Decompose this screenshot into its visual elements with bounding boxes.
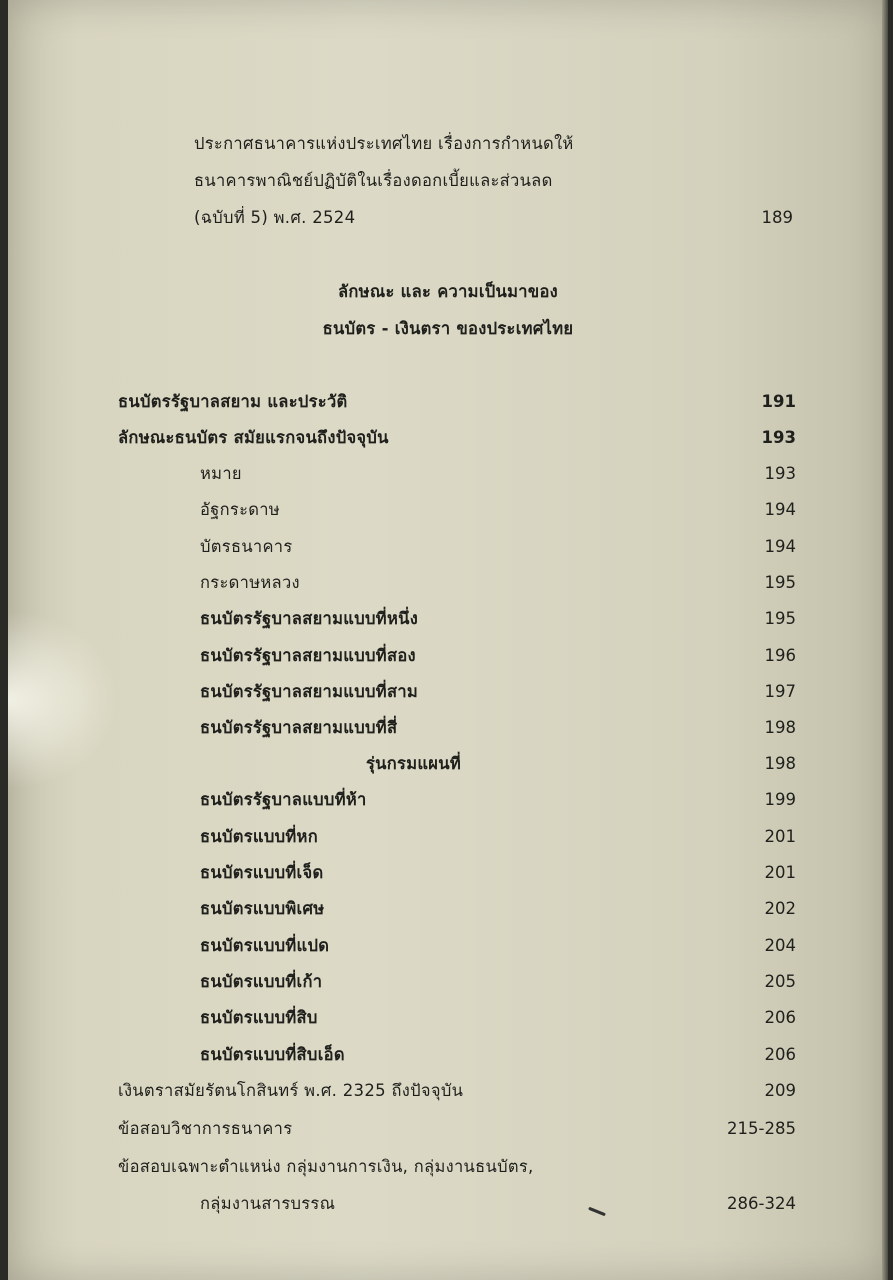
toc-entry-title: ธนบัตรรัฐบาลสยามแบบที่สี่ xyxy=(200,718,398,737)
notice-line-3: (ฉบับที่ 5) พ.ศ. 2524 xyxy=(194,208,356,227)
toc-entry-page: 197 xyxy=(764,682,796,701)
toc-entry-page: 193 xyxy=(764,464,796,483)
toc-entry-page: 198 xyxy=(764,718,796,737)
toc-entry-title: ธนบัตรแบบที่เจ็ด xyxy=(200,863,324,882)
toc-entry-title: เงินตราสมัยรัตนโกสินทร์ พ.ศ. 2325 ถึงปัจจุบัน xyxy=(118,1081,464,1100)
toc-entry-page: 201 xyxy=(764,827,796,846)
toc-entry-title: ธนบัตรรัฐบาลสยามแบบที่สาม xyxy=(200,682,419,701)
toc-entry-page: 206 xyxy=(764,1045,796,1064)
toc-entry-title: ธนบัตรรัฐบาลสยามแบบที่สอง xyxy=(200,646,416,665)
toc-entry-title: กระดาษหลวง xyxy=(200,573,300,592)
toc-entry-page: 196 xyxy=(764,646,796,665)
toc-entry-title: หมาย xyxy=(200,464,242,483)
toc-entry-page: 202 xyxy=(764,899,796,918)
toc-entry-title: รุ่นกรมแผนที่ xyxy=(366,754,462,773)
notice-line-2: ธนาคารพาณิชย์ปฏิบัติในเรื่องดอกเบี้ยและส่วนลด xyxy=(194,171,553,190)
toc-entry-title: ธนบัตรแบบที่เก้า xyxy=(200,972,323,991)
toc-entry-title: ธนบัตรแบบที่สิบเอ็ด xyxy=(200,1045,345,1064)
toc-entry-title: ลักษณะธนบัตร สมัยแรกจนถึงปัจจุบัน xyxy=(118,428,389,447)
toc-entry-title: ธนบัตรรัฐบาลสยามแบบที่หนึ่ง xyxy=(200,609,419,628)
toc-entry-page: 195 xyxy=(764,609,796,628)
toc-entry-page: 201 xyxy=(764,863,796,882)
notice-line-1: ประกาศธนาคารแห่งประเทศไทย เรื่องการกำหนดให้ xyxy=(194,134,574,153)
toc-entry-page: 205 xyxy=(764,972,796,991)
ink-mark xyxy=(588,1207,606,1217)
toc-entry-title: ข้อสอบเฉพาะตำแหน่ง กลุ่มงานการเงิน, กลุ่มงานธนบัตร, xyxy=(118,1157,534,1176)
toc-entry-page: 199 xyxy=(764,790,796,809)
toc-entry-title: ธนบัตรแบบที่แปด xyxy=(200,936,330,955)
toc-entry-page: 286-324 xyxy=(727,1194,796,1213)
page-edge-shadow xyxy=(882,0,888,1280)
toc-entry-page: 191 xyxy=(761,392,796,411)
section-heading-line-2: ธนบัตร - เงินตรา ของประเทศไทย xyxy=(322,319,574,338)
notice-page-number: 189 xyxy=(761,208,793,227)
toc-entry-title: บัตรธนาคาร xyxy=(200,537,293,556)
light-glare xyxy=(8,610,118,790)
book-page xyxy=(8,0,888,1280)
toc-entry-page: 194 xyxy=(764,537,796,556)
toc-entry-title: ธนบัตรรัฐบาลสยาม และประวัติ xyxy=(118,392,348,411)
toc-entry-title: ธนบัตรแบบพิเศษ xyxy=(200,899,325,918)
toc-entry-page: 194 xyxy=(764,500,796,519)
toc-entry-title: ธนบัตรแบบที่หก xyxy=(200,827,319,846)
toc-entry-title: อัฐกระดาษ xyxy=(200,500,280,519)
toc-entry-page: 198 xyxy=(764,754,796,773)
toc-entry-page: 193 xyxy=(761,428,796,447)
toc-entry-page: 209 xyxy=(764,1081,796,1100)
toc-entry-title: ข้อสอบวิชาการธนาคาร xyxy=(118,1119,293,1138)
toc-entry-page: 204 xyxy=(764,936,796,955)
toc-entry-title: ธนบัตรแบบที่สิบ xyxy=(200,1008,318,1027)
toc-entry-page: 195 xyxy=(764,573,796,592)
section-heading-line-1: ลักษณะ และ ความเป็นมาของ xyxy=(337,282,559,301)
toc-entry-page: 215-285 xyxy=(727,1119,796,1138)
toc-entry-title: กลุ่มงานสารบรรณ xyxy=(200,1194,336,1213)
toc-entry-page: 206 xyxy=(764,1008,796,1027)
toc-entry-title: ธนบัตรรัฐบาลแบบที่ห้า xyxy=(200,790,367,809)
